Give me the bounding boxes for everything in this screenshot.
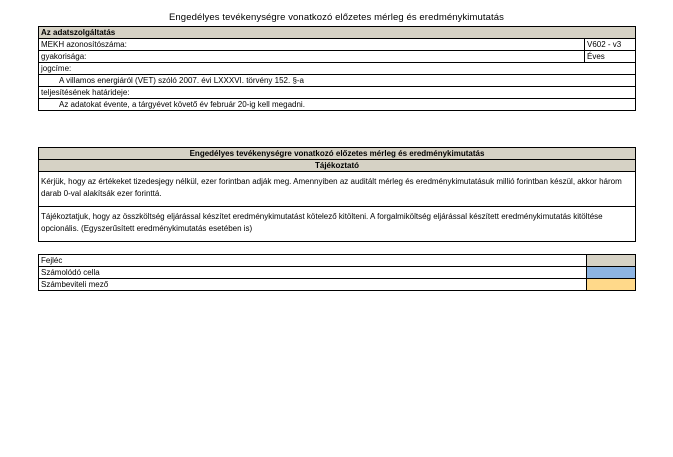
info-paragraph-1: Kérjük, hogy az értékeket tizedesjegy nélkül, ezer forintban adják meg. Amennyiben az auditált mérleg és eredménykimutatásuk millió forintban készül, akkor három darab 0-val alakítsák ezer forinttá. bbox=[39, 172, 636, 207]
section-header-row bbox=[39, 27, 636, 39]
legend-label-calculated: Számolódó cella bbox=[39, 267, 587, 279]
adatszolgaltatas-table bbox=[38, 26, 636, 111]
deadline-value-row bbox=[39, 99, 636, 111]
legend-swatch-header bbox=[587, 255, 636, 267]
info-subtitle-row bbox=[39, 160, 636, 172]
info-paragraph-row bbox=[39, 172, 636, 207]
deadline-value: Az adatokat évente, a tárgyévet követő év február 20-ig kell megadni. bbox=[59, 99, 305, 109]
legend-row bbox=[39, 279, 636, 291]
legend-row bbox=[39, 255, 636, 267]
frequency-label: gyakorisága: bbox=[39, 51, 585, 63]
frequency-value: Éves bbox=[585, 51, 636, 63]
info-subtitle: Tájékoztató bbox=[39, 160, 636, 172]
legend-table bbox=[38, 254, 636, 291]
legal-basis-label-row bbox=[39, 63, 636, 75]
legend-swatch-input bbox=[587, 279, 636, 291]
frequency-row bbox=[39, 51, 636, 63]
mekh-row bbox=[39, 39, 636, 51]
legend-swatch-calculated bbox=[587, 267, 636, 279]
info-title: Engedélyes tevékenységre vonatkozó előzetes mérleg és eredménykimutatás bbox=[39, 148, 636, 160]
info-title-row bbox=[39, 148, 636, 160]
legal-basis-label: jogcíme: bbox=[39, 63, 636, 75]
info-table bbox=[38, 147, 636, 242]
deadline-label: teljesítésének határideje: bbox=[39, 87, 636, 99]
legend-label-input: Számbeviteli mező bbox=[41, 279, 109, 289]
deadline-label-row bbox=[39, 87, 636, 99]
section-header: Az adatszolgáltatás bbox=[39, 27, 636, 39]
legend-row bbox=[39, 267, 636, 279]
legal-basis-value-row bbox=[39, 75, 636, 87]
legal-basis-value: A villamos energiáról (VET) szóló 2007. évi LXXXVI. törvény 152. §-a bbox=[39, 75, 636, 87]
page-title: Engedélyes tevékenységre vonatkozó előzetes mérleg és eredménykimutatás bbox=[168, 12, 505, 23]
mekh-value: V602 - v3 bbox=[585, 39, 636, 51]
mekh-label: MEKH azonosítószáma: bbox=[39, 39, 585, 51]
legend-label-header: Fejléc bbox=[39, 255, 587, 267]
info-paragraph-2: Tájékoztatjuk, hogy az összköltség eljárással készítet eredménykimutatást kötelező kitölteni. A forgalmiköltség eljárással készített eredménykimutatás kitöltése opcionális. (Egyszerűsített eredménykimutatás esetében is) bbox=[41, 212, 603, 233]
info-paragraph-row bbox=[39, 207, 636, 242]
